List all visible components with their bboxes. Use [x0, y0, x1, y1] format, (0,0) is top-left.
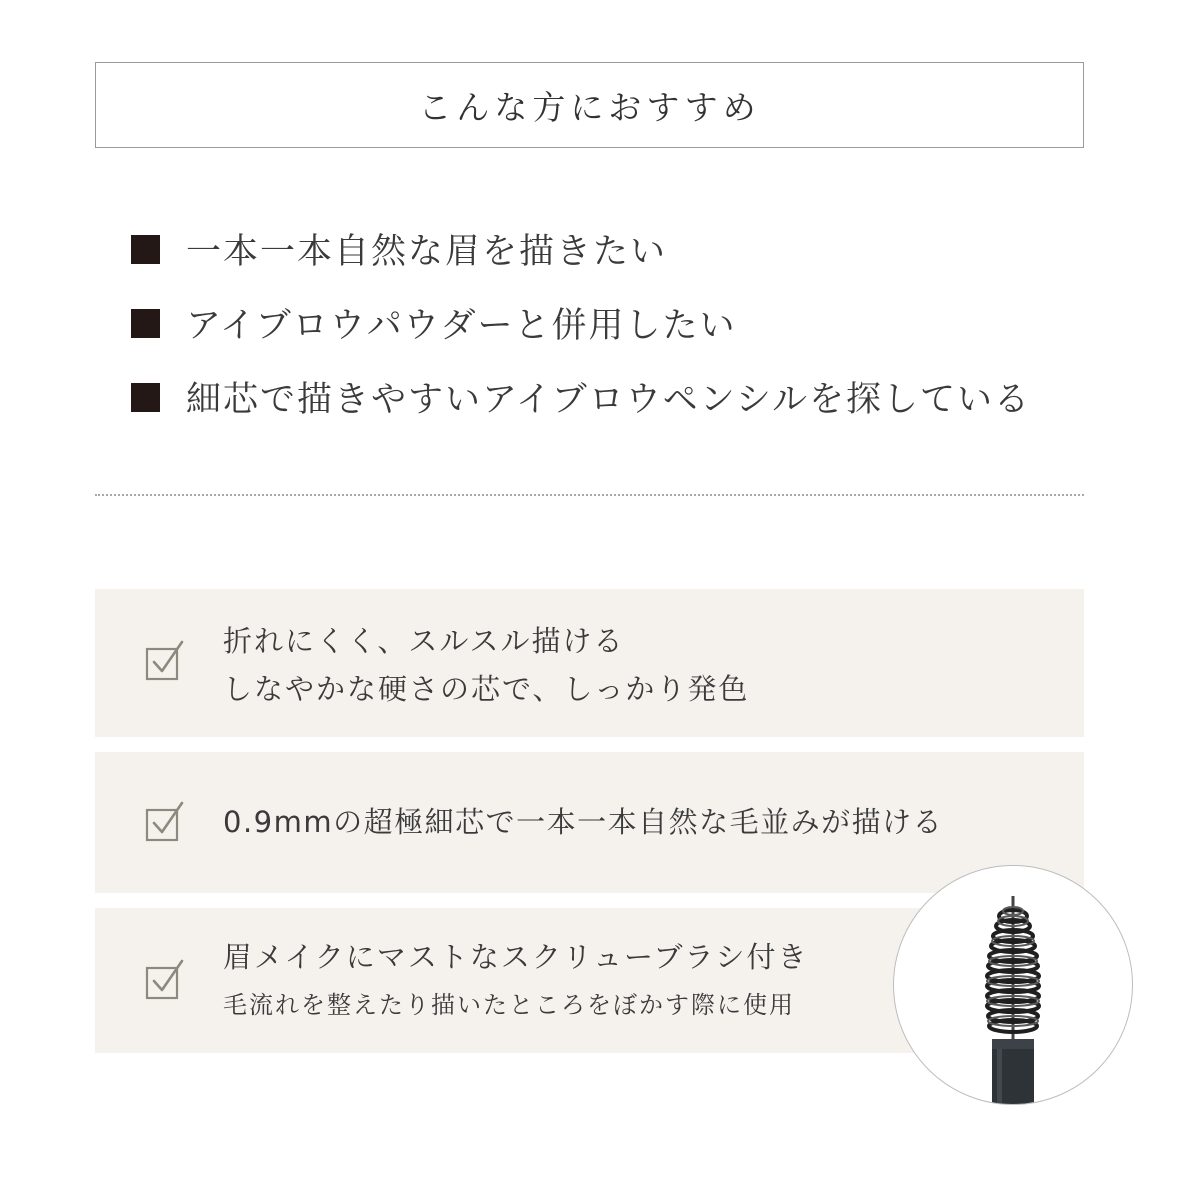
- feature-line: 折れにくく、スルスル描ける: [223, 624, 625, 658]
- spoolie-brush-illustration: [894, 866, 1133, 1105]
- checkbox-check-icon: [145, 639, 185, 681]
- section-title: こんな方におすすめ: [418, 87, 761, 127]
- feature-card: [95, 752, 1084, 893]
- feature-line: 0.9mmの超極細芯で一本一本自然な毛並みが描ける: [223, 805, 944, 839]
- recommendation-text: アイブロウパウダーと併用したい: [186, 306, 737, 346]
- checkbox-check-icon: [145, 800, 185, 842]
- recommendation-item: [131, 286, 1091, 360]
- square-bullet-icon: [131, 309, 160, 338]
- feature-subline: 毛流れを整えたり描いたところをぼかす際に使用: [223, 991, 795, 1019]
- feature-text: [223, 932, 809, 1028]
- spoolie-brush-image: [893, 865, 1133, 1105]
- feature-text: [223, 617, 749, 713]
- feature-line: しなやかな硬さの芯で、しっかり発色: [223, 672, 750, 706]
- recommendation-item: [131, 360, 1091, 434]
- recommendation-text: 細芯で描きやすいアイブロウペンシルを探している: [186, 380, 1032, 420]
- checkbox-check-icon: [145, 958, 185, 1000]
- recommendation-text: 一本一本自然な眉を描きたい: [186, 232, 668, 272]
- feature-line: 眉メイクにマストなスクリューブラシ付き: [223, 940, 809, 974]
- feature-card: [95, 589, 1084, 737]
- section-title-box: [95, 62, 1084, 148]
- recommendation-list: [131, 212, 1091, 434]
- dotted-divider: [95, 494, 1084, 496]
- feature-text: [223, 798, 943, 846]
- square-bullet-icon: [131, 383, 160, 412]
- recommendation-item: [131, 212, 1091, 286]
- square-bullet-icon: [131, 235, 160, 264]
